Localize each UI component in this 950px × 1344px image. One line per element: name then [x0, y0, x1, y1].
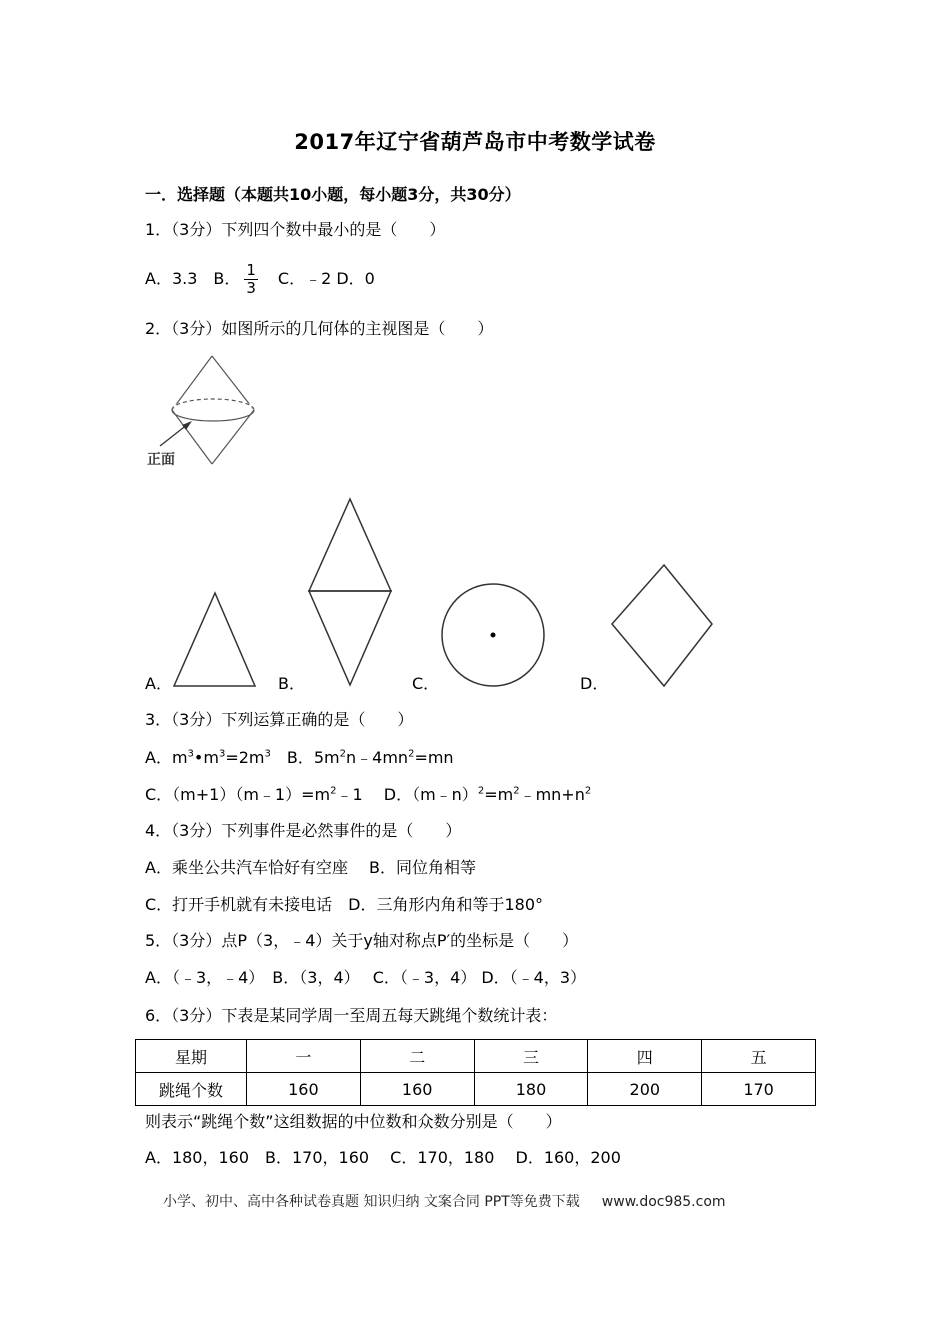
q2-option-a-label: A． [145, 674, 172, 693]
question-1-stem: 1．（3分）下列四个数中最小的是（ ） [145, 220, 446, 239]
fraction-numerator: 1 [246, 261, 256, 279]
q3-d-sup1: 2 [477, 785, 485, 797]
table-header-cell: 一 [247, 1040, 361, 1073]
table-cell: 跳绳个数 [136, 1073, 247, 1106]
table-row [136, 1073, 816, 1106]
page-footer [163, 1191, 726, 1211]
q3-a-mid: •m [193, 748, 219, 767]
option-a-triangle [170, 590, 260, 690]
option-c-circle [438, 580, 548, 690]
table-header-cell: 二 [360, 1040, 474, 1073]
page-title: 2017年辽宁省葫芦岛市中考数学试卷 [294, 130, 656, 154]
question-4-options-ab: A．乘坐公共汽车恰好有空座 B．同位角相等 [145, 858, 477, 877]
q3-a-sup3: 3 [264, 748, 271, 760]
q3-b-text: B．5m [270, 748, 340, 767]
q2-option-c-label: C． [412, 674, 440, 693]
table-header-row [136, 1040, 816, 1073]
q3-c-text: C．（m+1）（m﹣1）=m [145, 785, 331, 804]
fraction-denominator: 3 [246, 279, 256, 297]
q2-option-d-label: D． [580, 674, 609, 693]
table-header-cell: 星期 [136, 1040, 247, 1073]
question-6-stem: 6．（3分）下表是某同学周一至周五每天跳绳个数统计表： [145, 1006, 558, 1025]
table-header-cell: 三 [474, 1040, 588, 1073]
front-view-label: 正面 [147, 452, 175, 468]
q2-option-b-label: B． [278, 674, 305, 693]
question-2-stem: 2．（3分）如图所示的几何体的主视图是（ ） [145, 319, 494, 338]
q3-a-text: A．m [145, 748, 188, 767]
question-3-options-ab [145, 748, 454, 768]
option-b-double-triangle [304, 496, 396, 690]
q3-b-sup1: 2 [339, 748, 346, 760]
option-d-diamond [608, 562, 716, 690]
question-5-stem: 5．（3分）点P（3，﹣4）关于y轴对称点P′的坐标是（ ） [145, 931, 579, 950]
question-4-stem: 4．（3分）下列事件是必然事件的是（ ） [145, 821, 462, 840]
q3-b-sup2: 2 [408, 748, 415, 760]
q3-a-sup1: 3 [187, 748, 194, 760]
table-cell: 160 [247, 1073, 361, 1106]
q1-option-ab: A．3.3 B． [145, 269, 241, 288]
q3-a-eq: =2m [225, 748, 265, 767]
jump-rope-table [135, 1039, 816, 1106]
question-6-options: A．180，160 B．170，160 C．170，180 D．160，200 [145, 1148, 621, 1167]
table-cell: 170 [702, 1073, 816, 1106]
q1-option-cd: C．﹣2 D．0 [261, 269, 375, 288]
q3-d-sup2: 2 [513, 785, 520, 797]
question-5-options: A．（﹣3，﹣4） B．（3，4） C．（﹣3，4） D．（﹣4，3） [145, 968, 587, 987]
footer-text: 小学、初中、高中各种试卷真题 知识归纳 文案合同 PPT等免费下载 [163, 1194, 580, 1210]
table-cell: 180 [474, 1073, 588, 1106]
q3-b-eq: =mn [414, 748, 454, 767]
footer-url[interactable]: www.doc985.com [601, 1194, 726, 1210]
q3-c-sup: 2 [330, 785, 337, 797]
fraction-one-third [244, 262, 258, 297]
q3-d-sup3: 2 [584, 785, 592, 797]
table-header-cell: 四 [588, 1040, 702, 1073]
q3-b-mid: n﹣4mn [346, 748, 409, 767]
q3-a-sup2: 3 [218, 748, 226, 760]
question-6-question: 则表示“跳绳个数”这组数据的中位数和众数分别是（ ） [145, 1112, 562, 1131]
table-cell: 160 [360, 1073, 474, 1106]
section-heading: 一．选择题（本题共10小题，每小题3分，共30分） [145, 185, 521, 204]
q3-d-mid: =m [484, 785, 514, 804]
question-1-options [145, 261, 375, 297]
q3-d-mid2: ﹣mn+n [519, 785, 585, 804]
table-header-cell: 五 [702, 1040, 816, 1073]
question-4-options-cd: C．打开手机就有未接电话 D．三角形内角和等于180° [145, 895, 544, 914]
question-3-options-cd [145, 785, 591, 805]
table-cell: 200 [588, 1073, 702, 1106]
q3-c-end: ﹣1 D．（m﹣n） [336, 785, 478, 804]
question-3-stem: 3．（3分）下列运算正确的是（ ） [145, 710, 414, 729]
